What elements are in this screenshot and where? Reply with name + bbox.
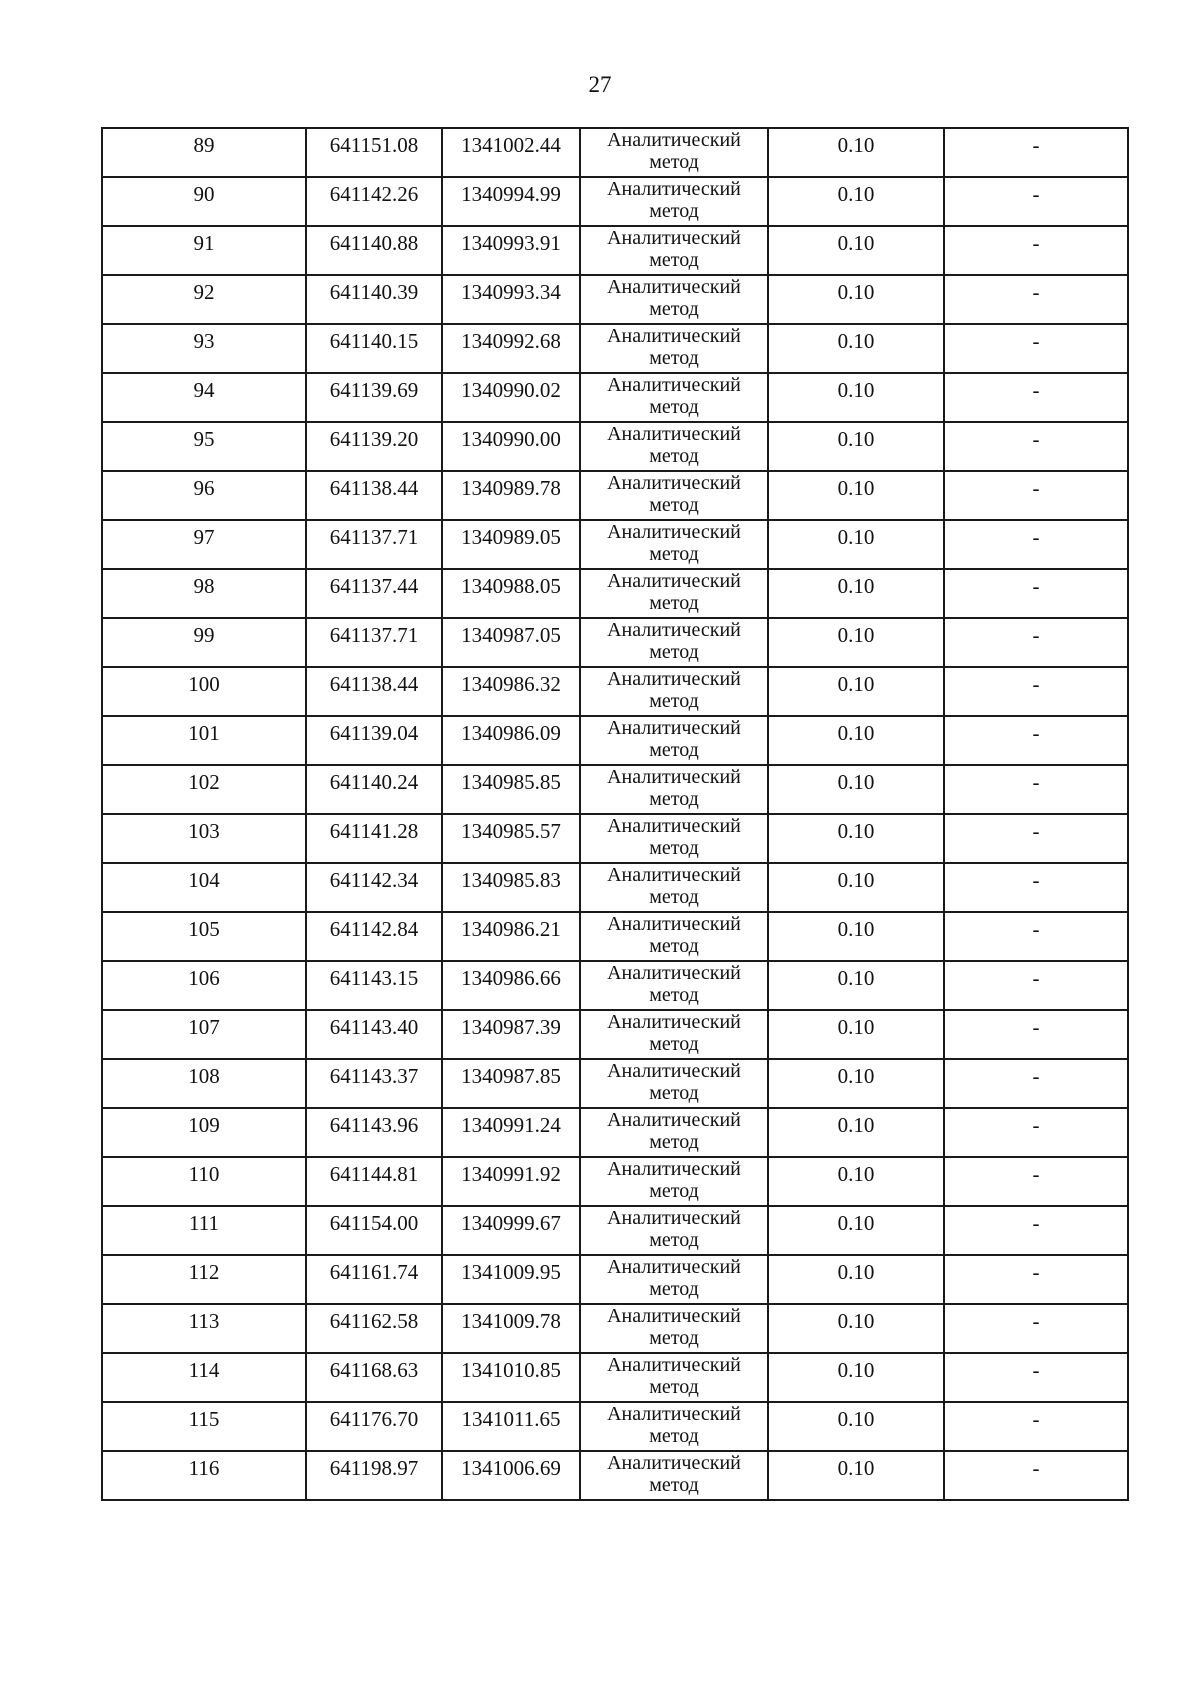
point-number-cell: 95 [102,422,306,471]
note-cell: - [944,569,1128,618]
table-row [102,765,1128,814]
point-number-cell: 110 [102,1157,306,1206]
y-coordinate-cell: 1340986.09 [442,716,580,765]
note-cell: - [944,520,1128,569]
table-row [102,961,1128,1010]
point-number-cell: 111 [102,1206,306,1255]
y-coordinate-cell: 1340985.85 [442,765,580,814]
method-cell: Аналитический метод [580,471,768,520]
point-number-cell: 98 [102,569,306,618]
y-coordinate-cell: 1340986.66 [442,961,580,1010]
x-coordinate-cell: 641162.58 [306,1304,442,1353]
accuracy-cell: 0.10 [768,1304,944,1353]
note-cell: - [944,814,1128,863]
method-cell: Аналитический метод [580,128,768,177]
point-number-cell: 113 [102,1304,306,1353]
accuracy-cell: 0.10 [768,814,944,863]
method-cell: Аналитический метод [580,226,768,275]
y-coordinate-cell: 1340990.00 [442,422,580,471]
x-coordinate-cell: 641198.97 [306,1451,442,1500]
y-coordinate-cell: 1340999.67 [442,1206,580,1255]
x-coordinate-cell: 641139.04 [306,716,442,765]
x-coordinate-cell: 641137.44 [306,569,442,618]
note-cell: - [944,373,1128,422]
x-coordinate-cell: 641143.40 [306,1010,442,1059]
y-coordinate-cell: 1340992.68 [442,324,580,373]
accuracy-cell: 0.10 [768,863,944,912]
table-row [102,1108,1128,1157]
y-coordinate-cell: 1341002.44 [442,128,580,177]
point-number-cell: 103 [102,814,306,863]
x-coordinate-cell: 641143.15 [306,961,442,1010]
accuracy-cell: 0.10 [768,1353,944,1402]
x-coordinate-cell: 641143.37 [306,1059,442,1108]
accuracy-cell: 0.10 [768,912,944,961]
table-row [102,471,1128,520]
accuracy-cell: 0.10 [768,1451,944,1500]
point-number-cell: 107 [102,1010,306,1059]
table-row [102,1304,1128,1353]
note-cell: - [944,1255,1128,1304]
point-number-cell: 108 [102,1059,306,1108]
x-coordinate-cell: 641168.63 [306,1353,442,1402]
method-cell: Аналитический метод [580,667,768,716]
x-coordinate-cell: 641139.20 [306,422,442,471]
note-cell: - [944,667,1128,716]
point-number-cell: 100 [102,667,306,716]
note-cell: - [944,1451,1128,1500]
y-coordinate-cell: 1340985.57 [442,814,580,863]
note-cell: - [944,716,1128,765]
y-coordinate-cell: 1341011.65 [442,1402,580,1451]
page-number: 27 [588,72,612,97]
accuracy-cell: 0.10 [768,275,944,324]
accuracy-cell: 0.10 [768,1157,944,1206]
point-number-cell: 109 [102,1108,306,1157]
method-cell: Аналитический метод [580,912,768,961]
point-number-cell: 114 [102,1353,306,1402]
table-row [102,1010,1128,1059]
x-coordinate-cell: 641139.69 [306,373,442,422]
table-row [102,618,1128,667]
table-row [102,569,1128,618]
y-coordinate-cell: 1340993.34 [442,275,580,324]
table-row [102,1206,1128,1255]
table-row [102,373,1128,422]
point-number-cell: 104 [102,863,306,912]
note-cell: - [944,1108,1128,1157]
table-row [102,177,1128,226]
y-coordinate-cell: 1340989.78 [442,471,580,520]
method-cell: Аналитический метод [580,1010,768,1059]
method-cell: Аналитический метод [580,765,768,814]
x-coordinate-cell: 641137.71 [306,520,442,569]
note-cell: - [944,1059,1128,1108]
y-coordinate-cell: 1341009.95 [442,1255,580,1304]
method-cell: Аналитический метод [580,618,768,667]
table-row [102,814,1128,863]
y-coordinate-cell: 1340987.85 [442,1059,580,1108]
table-row [102,422,1128,471]
point-number-cell: 97 [102,520,306,569]
y-coordinate-cell: 1341006.69 [442,1451,580,1500]
note-cell: - [944,1206,1128,1255]
y-coordinate-cell: 1340994.99 [442,177,580,226]
note-cell: - [944,1157,1128,1206]
point-number-cell: 102 [102,765,306,814]
x-coordinate-cell: 641138.44 [306,667,442,716]
x-coordinate-cell: 641140.88 [306,226,442,275]
x-coordinate-cell: 641138.44 [306,471,442,520]
table-row [102,667,1128,716]
point-number-cell: 112 [102,1255,306,1304]
y-coordinate-cell: 1340990.02 [442,373,580,422]
method-cell: Аналитический метод [580,324,768,373]
accuracy-cell: 0.10 [768,1402,944,1451]
x-coordinate-cell: 641142.26 [306,177,442,226]
point-number-cell: 93 [102,324,306,373]
method-cell: Аналитический метод [580,863,768,912]
method-cell: Аналитический метод [580,1451,768,1500]
table-row [102,912,1128,961]
note-cell: - [944,275,1128,324]
accuracy-cell: 0.10 [768,569,944,618]
method-cell: Аналитический метод [580,1402,768,1451]
y-coordinate-cell: 1340985.83 [442,863,580,912]
accuracy-cell: 0.10 [768,1206,944,1255]
x-coordinate-cell: 641143.96 [306,1108,442,1157]
accuracy-cell: 0.10 [768,667,944,716]
point-number-cell: 106 [102,961,306,1010]
x-coordinate-cell: 641142.34 [306,863,442,912]
note-cell: - [944,324,1128,373]
accuracy-cell: 0.10 [768,765,944,814]
point-number-cell: 116 [102,1451,306,1500]
table-row [102,863,1128,912]
method-cell: Аналитический метод [580,814,768,863]
method-cell: Аналитический метод [580,177,768,226]
note-cell: - [944,1353,1128,1402]
table-row [102,716,1128,765]
accuracy-cell: 0.10 [768,961,944,1010]
point-number-cell: 89 [102,128,306,177]
x-coordinate-cell: 641140.24 [306,765,442,814]
method-cell: Аналитический метод [580,1108,768,1157]
accuracy-cell: 0.10 [768,716,944,765]
note-cell: - [944,1402,1128,1451]
x-coordinate-cell: 641142.84 [306,912,442,961]
method-cell: Аналитический метод [580,716,768,765]
method-cell: Аналитический метод [580,1304,768,1353]
note-cell: - [944,912,1128,961]
x-coordinate-cell: 641154.00 [306,1206,442,1255]
note-cell: - [944,226,1128,275]
accuracy-cell: 0.10 [768,177,944,226]
table-row [102,226,1128,275]
coordinates-table-body [102,128,1128,1500]
accuracy-cell: 0.10 [768,1108,944,1157]
accuracy-cell: 0.10 [768,1059,944,1108]
method-cell: Аналитический метод [580,569,768,618]
table-row [102,1451,1128,1500]
table-row [102,1255,1128,1304]
point-number-cell: 101 [102,716,306,765]
x-coordinate-cell: 641161.74 [306,1255,442,1304]
method-cell: Аналитический метод [580,1206,768,1255]
table-row [102,275,1128,324]
note-cell: - [944,961,1128,1010]
table-row [102,1059,1128,1108]
point-number-cell: 92 [102,275,306,324]
table-row [102,1157,1128,1206]
point-number-cell: 105 [102,912,306,961]
accuracy-cell: 0.10 [768,520,944,569]
y-coordinate-cell: 1340991.92 [442,1157,580,1206]
accuracy-cell: 0.10 [768,226,944,275]
note-cell: - [944,618,1128,667]
note-cell: - [944,1304,1128,1353]
table-row [102,324,1128,373]
y-coordinate-cell: 1340986.32 [442,667,580,716]
x-coordinate-cell: 641140.15 [306,324,442,373]
accuracy-cell: 0.10 [768,1010,944,1059]
note-cell: - [944,128,1128,177]
accuracy-cell: 0.10 [768,471,944,520]
table-row [102,520,1128,569]
method-cell: Аналитический метод [580,1059,768,1108]
y-coordinate-cell: 1341009.78 [442,1304,580,1353]
accuracy-cell: 0.10 [768,1255,944,1304]
table-row [102,1402,1128,1451]
method-cell: Аналитический метод [580,1353,768,1402]
note-cell: - [944,765,1128,814]
method-cell: Аналитический метод [580,373,768,422]
note-cell: - [944,177,1128,226]
y-coordinate-cell: 1340987.39 [442,1010,580,1059]
x-coordinate-cell: 641151.08 [306,128,442,177]
point-number-cell: 91 [102,226,306,275]
coordinates-table [101,127,1129,1501]
y-coordinate-cell: 1340993.91 [442,226,580,275]
x-coordinate-cell: 641144.81 [306,1157,442,1206]
y-coordinate-cell: 1340991.24 [442,1108,580,1157]
accuracy-cell: 0.10 [768,422,944,471]
method-cell: Аналитический метод [580,1255,768,1304]
method-cell: Аналитический метод [580,422,768,471]
point-number-cell: 115 [102,1402,306,1451]
accuracy-cell: 0.10 [768,373,944,422]
point-number-cell: 90 [102,177,306,226]
point-number-cell: 94 [102,373,306,422]
note-cell: - [944,422,1128,471]
accuracy-cell: 0.10 [768,324,944,373]
point-number-cell: 99 [102,618,306,667]
table-row [102,128,1128,177]
x-coordinate-cell: 641140.39 [306,275,442,324]
y-coordinate-cell: 1340988.05 [442,569,580,618]
note-cell: - [944,1010,1128,1059]
accuracy-cell: 0.10 [768,618,944,667]
x-coordinate-cell: 641137.71 [306,618,442,667]
accuracy-cell: 0.10 [768,128,944,177]
y-coordinate-cell: 1340987.05 [442,618,580,667]
method-cell: Аналитический метод [580,275,768,324]
y-coordinate-cell: 1340989.05 [442,520,580,569]
point-number-cell: 96 [102,471,306,520]
method-cell: Аналитический метод [580,520,768,569]
note-cell: - [944,863,1128,912]
y-coordinate-cell: 1341010.85 [442,1353,580,1402]
method-cell: Аналитический метод [580,1157,768,1206]
x-coordinate-cell: 641141.28 [306,814,442,863]
table-row [102,1353,1128,1402]
y-coordinate-cell: 1340986.21 [442,912,580,961]
method-cell: Аналитический метод [580,961,768,1010]
x-coordinate-cell: 641176.70 [306,1402,442,1451]
note-cell: - [944,471,1128,520]
